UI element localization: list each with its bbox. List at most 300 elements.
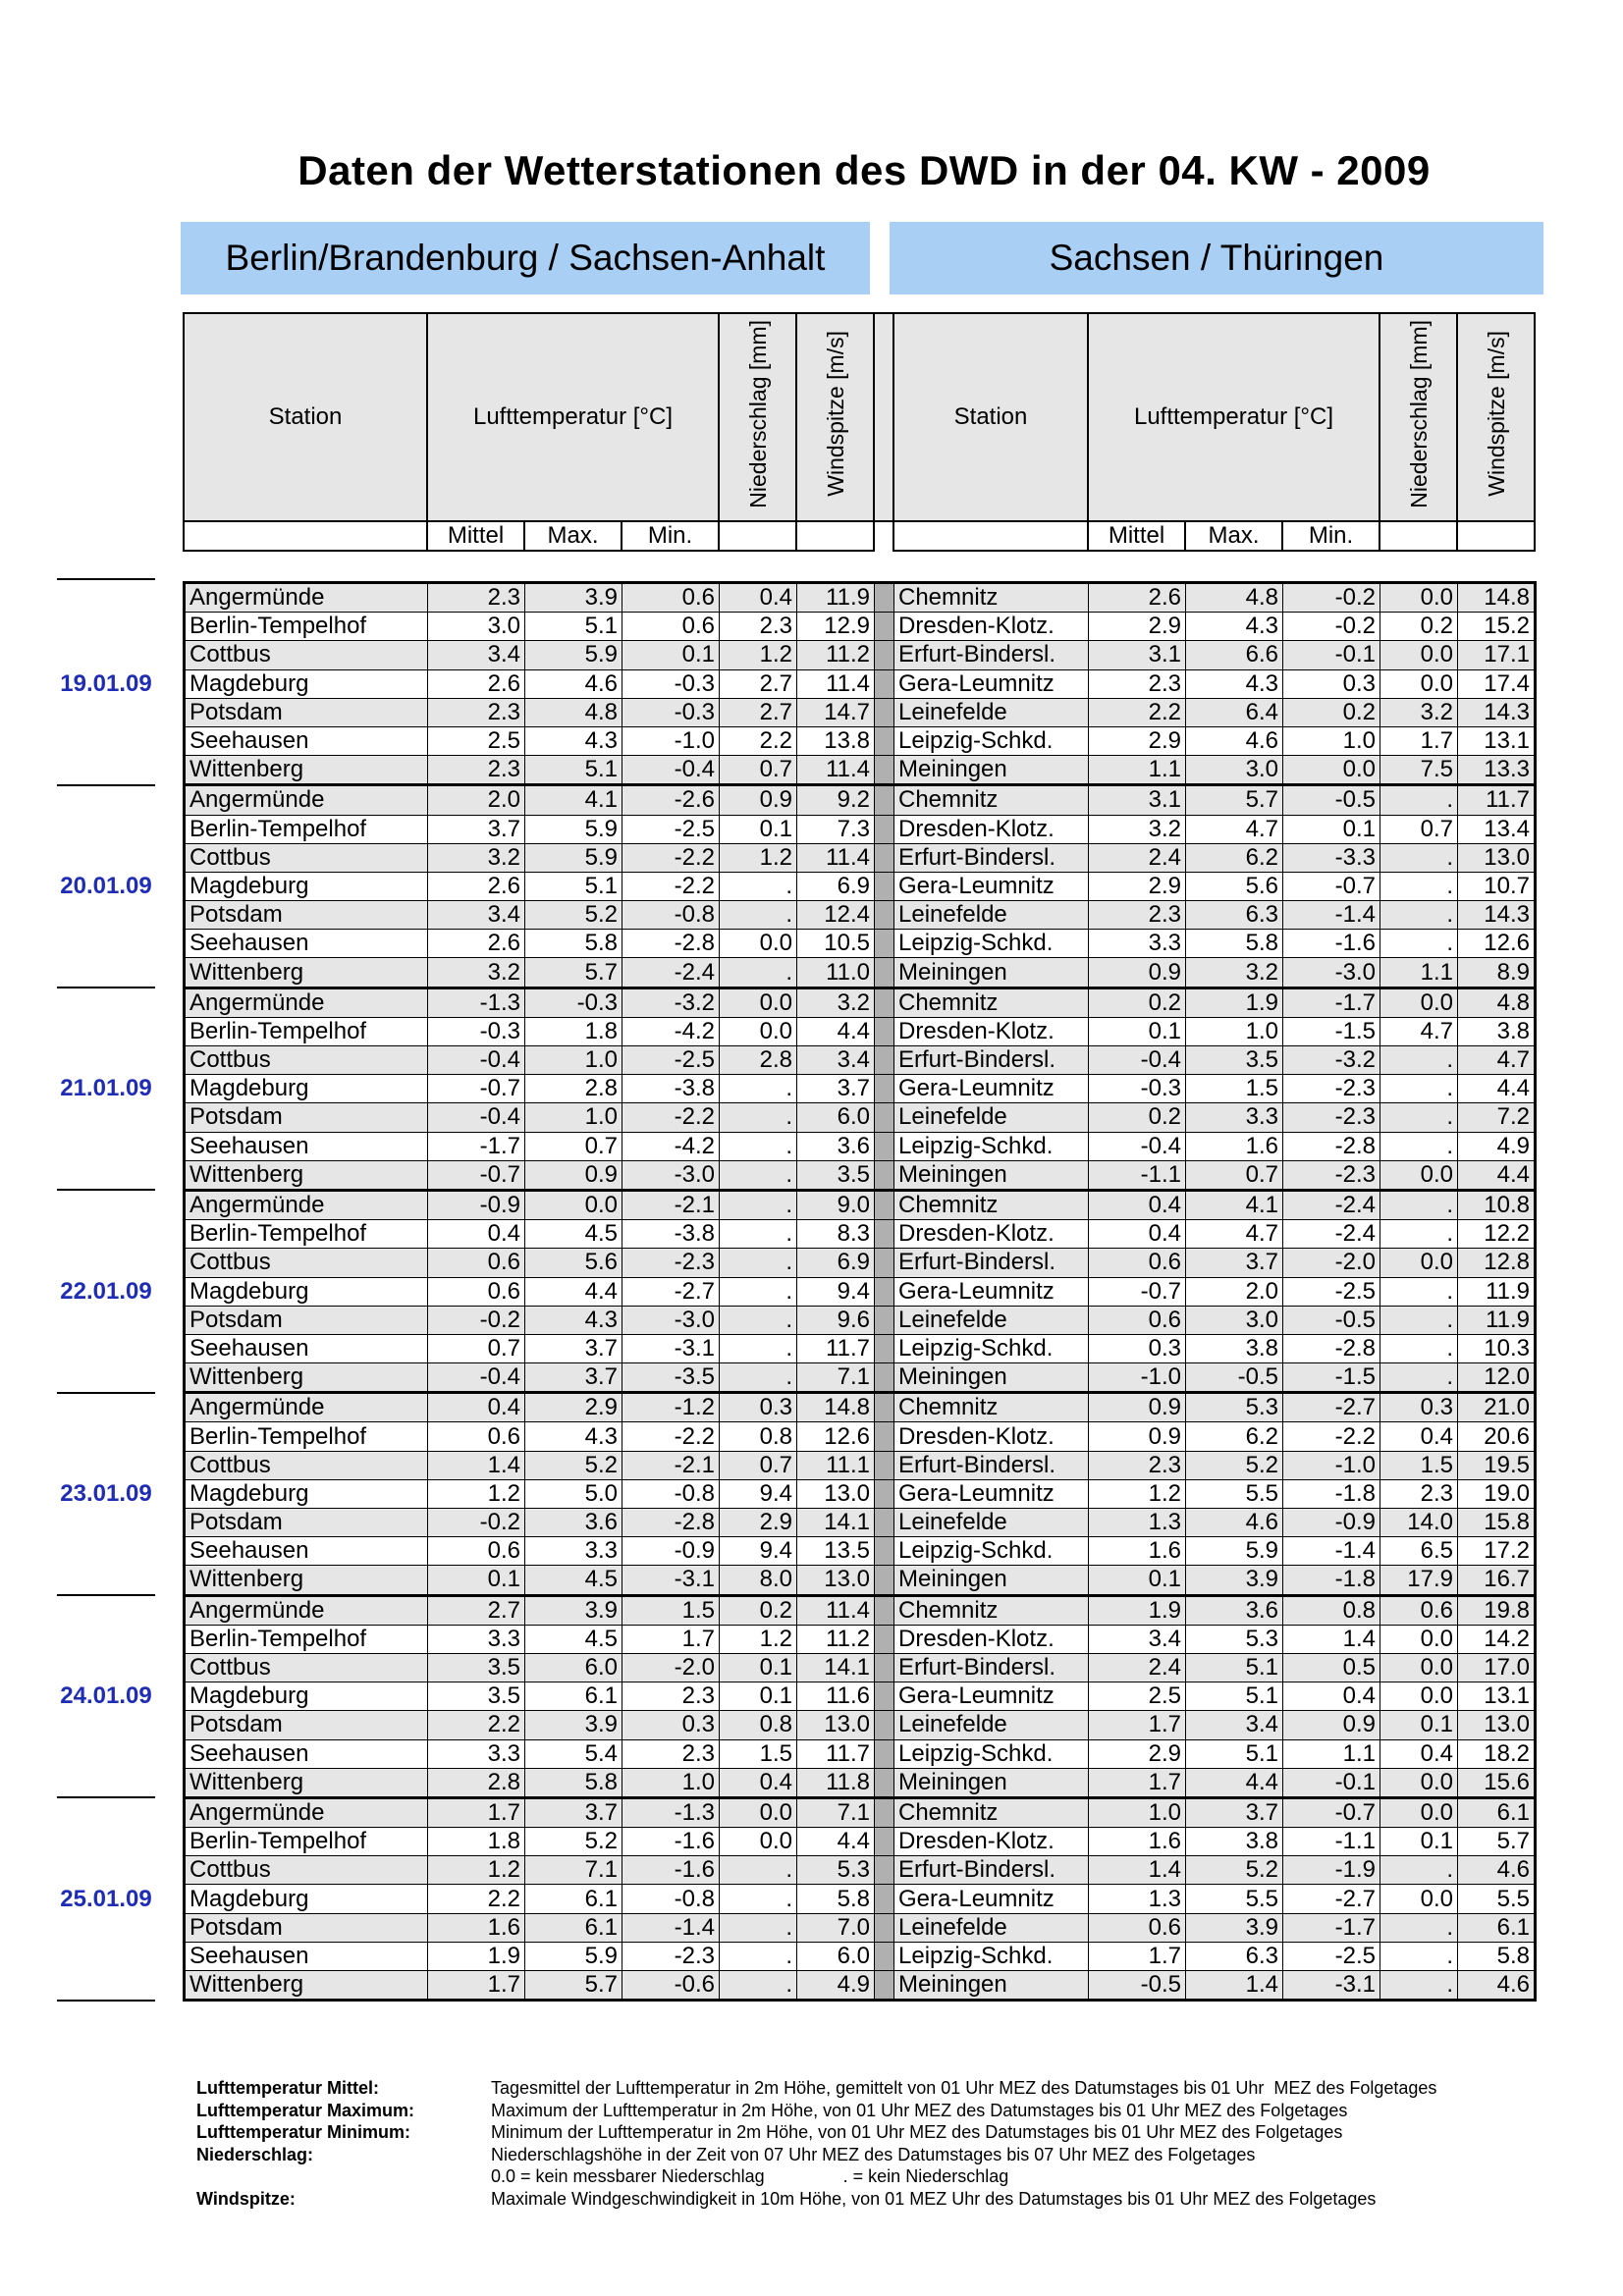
right-mittel-value: 2.4 xyxy=(1089,1653,1186,1682)
left-min-value: -1.2 xyxy=(622,1393,720,1422)
right-max-value: 6.2 xyxy=(1186,1422,1283,1451)
left-niederschlag-value: 0.7 xyxy=(720,1451,797,1479)
table-row xyxy=(185,1103,1536,1132)
right-station-name: Chemnitz xyxy=(894,1393,1089,1422)
right-max-value: 3.3 xyxy=(1186,1103,1283,1132)
table-row xyxy=(185,1046,1536,1075)
table-row xyxy=(185,756,1536,785)
left-mittel-value: 3.4 xyxy=(428,901,525,930)
right-mittel-value: -0.3 xyxy=(1089,1075,1186,1103)
right-windspitze-value: 10.3 xyxy=(1458,1334,1536,1362)
left-niederschlag-value: 2.2 xyxy=(720,726,797,755)
table-row xyxy=(185,1132,1536,1160)
column-gap xyxy=(875,1682,894,1711)
left-mittel-value: 3.2 xyxy=(428,958,525,988)
legend-value: Maximum der Lufttemperatur in 2m Höhe, von 01 Uhr MEZ des Datumstages bis 01 Uhr MEZ des Folgetages xyxy=(491,2100,1348,2120)
left-niederschlag-value: . xyxy=(720,872,797,900)
left-station-name: Magdeburg xyxy=(185,1682,428,1711)
left-max-value: 3.7 xyxy=(525,1363,622,1393)
left-windspitze-value: 6.9 xyxy=(797,1249,875,1277)
right-windspitze-value: 19.0 xyxy=(1458,1479,1536,1508)
right-mittel-value: 1.7 xyxy=(1089,1768,1186,1797)
table-row xyxy=(185,641,1536,669)
left-niederschlag-value: 0.3 xyxy=(720,1393,797,1422)
left-mittel-value: 1.7 xyxy=(428,1797,525,1827)
left-min-value: -2.5 xyxy=(622,1046,720,1075)
right-niederschlag-value: . xyxy=(1380,1363,1458,1393)
right-station-name: Leinefelde xyxy=(894,1711,1089,1739)
right-min-value: -0.1 xyxy=(1283,641,1380,669)
right-min-value: -2.5 xyxy=(1283,1942,1380,1970)
left-min-value: 1.7 xyxy=(622,1625,720,1653)
right-station-name: Dresden-Klotz. xyxy=(894,1422,1089,1451)
right-mittel-value: 1.9 xyxy=(1089,1595,1186,1625)
subheader-max: Max. xyxy=(1185,521,1282,551)
right-mittel-value: 1.4 xyxy=(1089,1856,1186,1885)
right-min-value: -0.2 xyxy=(1283,583,1380,613)
windspitze-header-left: Windspitze [m/s] xyxy=(796,313,874,521)
left-station-name: Magdeburg xyxy=(185,669,428,698)
left-niederschlag-value: . xyxy=(720,1277,797,1306)
left-station-name: Potsdam xyxy=(185,1509,428,1537)
left-niederschlag-value: 0.8 xyxy=(720,1711,797,1739)
right-mittel-value: 0.4 xyxy=(1089,1220,1186,1249)
right-max-value: 3.9 xyxy=(1186,1566,1283,1595)
left-windspitze-value: 11.6 xyxy=(797,1682,875,1711)
right-max-value: 5.3 xyxy=(1186,1393,1283,1422)
left-windspitze-value: 6.9 xyxy=(797,872,875,900)
right-windspitze-value: 12.0 xyxy=(1458,1363,1536,1393)
right-windspitze-value: 4.8 xyxy=(1458,988,1536,1017)
column-gap xyxy=(875,1363,894,1393)
left-mittel-value: 2.6 xyxy=(428,669,525,698)
right-mittel-value: 1.2 xyxy=(1089,1479,1186,1508)
table-row xyxy=(185,1739,1536,1768)
left-niederschlag-value: 0.4 xyxy=(720,583,797,613)
right-mittel-value: 2.2 xyxy=(1089,698,1186,726)
right-niederschlag-value: 1.5 xyxy=(1380,1451,1458,1479)
left-niederschlag-value: 0.4 xyxy=(720,1768,797,1797)
table-row xyxy=(185,1334,1536,1362)
column-gap xyxy=(875,1017,894,1045)
right-min-value: -1.9 xyxy=(1283,1856,1380,1885)
left-station-name: Wittenberg xyxy=(185,1768,428,1797)
table-row xyxy=(185,1249,1536,1277)
right-min-value: 1.4 xyxy=(1283,1625,1380,1653)
right-niederschlag-value: 0.0 xyxy=(1380,1768,1458,1797)
left-windspitze-value: 4.9 xyxy=(797,1971,875,2001)
left-windspitze-value: 9.0 xyxy=(797,1190,875,1219)
right-niederschlag-value: 6.5 xyxy=(1380,1537,1458,1566)
left-station-name: Berlin-Tempelhof xyxy=(185,1625,428,1653)
right-max-value: -0.5 xyxy=(1186,1363,1283,1393)
right-station-name: Leipzig-Schkd. xyxy=(894,1739,1089,1768)
right-mittel-value: 2.9 xyxy=(1089,872,1186,900)
left-min-value: -3.5 xyxy=(622,1363,720,1393)
right-min-value: -2.7 xyxy=(1283,1393,1380,1422)
left-niederschlag-value: 0.8 xyxy=(720,1422,797,1451)
right-min-value: 0.4 xyxy=(1283,1682,1380,1711)
column-gap xyxy=(875,1797,894,1827)
right-niederschlag-value: . xyxy=(1380,1913,1458,1942)
left-mittel-value: 0.6 xyxy=(428,1422,525,1451)
column-gap xyxy=(875,1132,894,1160)
column-gap xyxy=(875,1046,894,1075)
legend xyxy=(196,2077,1436,2210)
right-station-name: Meiningen xyxy=(894,756,1089,785)
right-max-value: 1.4 xyxy=(1186,1971,1283,2001)
left-windspitze-value: 9.4 xyxy=(797,1277,875,1306)
right-max-value: 3.9 xyxy=(1186,1913,1283,1942)
right-station-name: Dresden-Klotz. xyxy=(894,1625,1089,1653)
subheader-max: Max. xyxy=(524,521,622,551)
right-windspitze-value: 17.4 xyxy=(1458,669,1536,698)
left-station-name: Magdeburg xyxy=(185,1885,428,1913)
right-min-value: -3.0 xyxy=(1283,958,1380,988)
right-station-name: Erfurt-Bindersl. xyxy=(894,1451,1089,1479)
right-windspitze-value: 11.9 xyxy=(1458,1306,1536,1334)
left-station-name: Berlin-Tempelhof xyxy=(185,613,428,641)
lufttemperatur-header-left: Lufttemperatur [°C] xyxy=(427,313,719,521)
column-gap xyxy=(875,1885,894,1913)
left-mittel-value: 3.2 xyxy=(428,843,525,872)
right-station-name: Erfurt-Bindersl. xyxy=(894,1249,1089,1277)
left-windspitze-value: 9.6 xyxy=(797,1306,875,1334)
left-min-value: -1.3 xyxy=(622,1797,720,1827)
left-station-name: Magdeburg xyxy=(185,1479,428,1508)
right-max-value: 4.3 xyxy=(1186,669,1283,698)
left-niederschlag-value: . xyxy=(720,1913,797,1942)
left-mittel-value: -0.4 xyxy=(428,1363,525,1393)
column-gap xyxy=(875,1711,894,1739)
right-min-value: -2.0 xyxy=(1283,1249,1380,1277)
right-niederschlag-value: 0.0 xyxy=(1380,1885,1458,1913)
left-niederschlag-value: 0.7 xyxy=(720,756,797,785)
left-station-name: Potsdam xyxy=(185,1913,428,1942)
right-windspitze-value: 13.0 xyxy=(1458,1711,1536,1739)
left-station-name: Magdeburg xyxy=(185,1277,428,1306)
left-station-name: Wittenberg xyxy=(185,1363,428,1393)
left-max-value: 5.0 xyxy=(525,1479,622,1508)
column-gap xyxy=(875,1913,894,1942)
left-min-value: -0.3 xyxy=(622,669,720,698)
left-mittel-value: -0.2 xyxy=(428,1509,525,1537)
table-row xyxy=(185,1509,1536,1537)
right-min-value: -0.7 xyxy=(1283,872,1380,900)
left-windspitze-value: 11.2 xyxy=(797,641,875,669)
column-gap xyxy=(875,1190,894,1219)
right-min-value: -1.4 xyxy=(1283,901,1380,930)
right-niederschlag-value: 0.0 xyxy=(1380,1682,1458,1711)
right-niederschlag-value: . xyxy=(1380,930,1458,958)
right-max-value: 3.0 xyxy=(1186,756,1283,785)
right-mittel-value: -0.4 xyxy=(1089,1046,1186,1075)
left-niederschlag-value: 8.0 xyxy=(720,1566,797,1595)
right-station-name: Erfurt-Bindersl. xyxy=(894,1856,1089,1885)
right-station-name: Leipzig-Schkd. xyxy=(894,1942,1089,1970)
legend-value: Niederschlagshöhe in der Zeit von 07 Uhr MEZ des Datumstages bis 07 Uhr MEZ des Folgetages xyxy=(491,2144,1256,2164)
left-mittel-value: -0.4 xyxy=(428,1046,525,1075)
left-min-value: 1.0 xyxy=(622,1768,720,1797)
right-max-value: 5.1 xyxy=(1186,1682,1283,1711)
right-station-name: Dresden-Klotz. xyxy=(894,1828,1089,1856)
right-niederschlag-value: 0.0 xyxy=(1380,1249,1458,1277)
right-station-name: Dresden-Klotz. xyxy=(894,1017,1089,1045)
column-gap xyxy=(875,843,894,872)
column-gap xyxy=(875,1220,894,1249)
right-min-value: -2.3 xyxy=(1283,1160,1380,1190)
left-windspitze-value: 7.1 xyxy=(797,1797,875,1827)
right-windspitze-value: 6.1 xyxy=(1458,1913,1536,1942)
left-windspitze-value: 5.8 xyxy=(797,1885,875,1913)
left-min-value: -3.8 xyxy=(622,1220,720,1249)
right-max-value: 4.6 xyxy=(1186,1509,1283,1537)
left-min-value: -0.8 xyxy=(622,1479,720,1508)
left-windspitze-value: 13.0 xyxy=(797,1479,875,1508)
left-min-value: -2.3 xyxy=(622,1942,720,1970)
station-header-right: Station xyxy=(893,313,1088,521)
right-station-name: Gera-Leumnitz xyxy=(894,1885,1089,1913)
table-row xyxy=(185,785,1536,815)
right-windspitze-value: 13.0 xyxy=(1458,843,1536,872)
left-min-value: 2.3 xyxy=(622,1682,720,1711)
right-windspitze-value: 14.2 xyxy=(1458,1625,1536,1653)
column-gap xyxy=(875,1075,894,1103)
left-min-value: -2.2 xyxy=(622,843,720,872)
table-row xyxy=(185,930,1536,958)
left-max-value: 3.3 xyxy=(525,1537,622,1566)
right-max-value: 3.7 xyxy=(1186,1797,1283,1827)
left-mittel-value: 2.7 xyxy=(428,1595,525,1625)
left-station-name: Berlin-Tempelhof xyxy=(185,1220,428,1249)
table-row xyxy=(185,1828,1536,1856)
right-niederschlag-value: 0.0 xyxy=(1380,1160,1458,1190)
left-station-name: Berlin-Tempelhof xyxy=(185,1017,428,1045)
right-mittel-value: 0.6 xyxy=(1089,1913,1186,1942)
left-min-value: -3.0 xyxy=(622,1306,720,1334)
left-max-value: 4.5 xyxy=(525,1566,622,1595)
left-niederschlag-value: 2.7 xyxy=(720,698,797,726)
left-niederschlag-value: 1.2 xyxy=(720,843,797,872)
right-max-value: 1.5 xyxy=(1186,1075,1283,1103)
left-max-value: 4.1 xyxy=(525,785,622,815)
legend-row xyxy=(196,2188,1436,2211)
left-niederschlag-value: . xyxy=(720,1103,797,1132)
table-row xyxy=(185,1422,1536,1451)
left-max-value: 5.8 xyxy=(525,930,622,958)
column-gap xyxy=(875,583,894,613)
left-min-value: -0.8 xyxy=(622,1885,720,1913)
left-max-value: 4.6 xyxy=(525,669,622,698)
left-max-value: 5.1 xyxy=(525,613,622,641)
left-windspitze-value: 14.8 xyxy=(797,1393,875,1422)
table-row xyxy=(185,1017,1536,1045)
table-row xyxy=(185,1160,1536,1190)
left-windspitze-value: 13.5 xyxy=(797,1537,875,1566)
right-max-value: 4.1 xyxy=(1186,1190,1283,1219)
right-max-value: 4.7 xyxy=(1186,815,1283,843)
left-min-value: -0.8 xyxy=(622,901,720,930)
right-windspitze-value: 17.2 xyxy=(1458,1537,1536,1566)
left-max-value: 5.2 xyxy=(525,901,622,930)
right-windspitze-value: 5.7 xyxy=(1458,1828,1536,1856)
right-max-value: 6.3 xyxy=(1186,901,1283,930)
left-niederschlag-value: . xyxy=(720,1856,797,1885)
right-station-name: Chemnitz xyxy=(894,1797,1089,1827)
left-station-name: Angermünde xyxy=(185,785,428,815)
right-min-value: -2.4 xyxy=(1283,1190,1380,1219)
right-station-name: Chemnitz xyxy=(894,583,1089,613)
right-min-value: -3.3 xyxy=(1283,843,1380,872)
left-niederschlag-value: 2.3 xyxy=(720,613,797,641)
left-niederschlag-value: 0.0 xyxy=(720,1797,797,1827)
header-gap xyxy=(874,313,893,521)
left-mittel-value: 3.5 xyxy=(428,1653,525,1682)
left-max-value: 5.9 xyxy=(525,1942,622,1970)
right-niederschlag-value: . xyxy=(1380,1306,1458,1334)
right-niederschlag-value: 2.3 xyxy=(1380,1479,1458,1508)
table-row xyxy=(185,1971,1536,2001)
right-mittel-value: 2.9 xyxy=(1089,613,1186,641)
right-max-value: 4.8 xyxy=(1186,583,1283,613)
right-mittel-value: 2.5 xyxy=(1089,1682,1186,1711)
right-station-name: Gera-Leumnitz xyxy=(894,669,1089,698)
right-mittel-value: -0.5 xyxy=(1089,1971,1186,2001)
column-gap xyxy=(875,1595,894,1625)
column-gap xyxy=(875,872,894,900)
left-station-name: Magdeburg xyxy=(185,872,428,900)
weather-data-table xyxy=(183,581,1537,2002)
left-niederschlag-value: . xyxy=(720,1160,797,1190)
left-min-value: -2.6 xyxy=(622,785,720,815)
left-windspitze-value: 6.0 xyxy=(797,1942,875,1970)
left-niederschlag-value: 1.2 xyxy=(720,1625,797,1653)
column-gap xyxy=(875,1249,894,1277)
right-min-value: -2.2 xyxy=(1283,1422,1380,1451)
left-mittel-value: 2.0 xyxy=(428,785,525,815)
right-windspitze-value: 4.7 xyxy=(1458,1046,1536,1075)
region-header-right: Sachsen / Thüringen xyxy=(890,222,1543,294)
column-gap xyxy=(875,1103,894,1132)
left-max-value: 6.1 xyxy=(525,1885,622,1913)
left-windspitze-value: 11.0 xyxy=(797,958,875,988)
right-mittel-value: 0.6 xyxy=(1089,1249,1186,1277)
right-windspitze-value: 11.9 xyxy=(1458,1277,1536,1306)
right-windspitze-value: 4.6 xyxy=(1458,1856,1536,1885)
table-row xyxy=(185,1075,1536,1103)
left-mittel-value: 0.6 xyxy=(428,1277,525,1306)
left-mittel-value: 0.6 xyxy=(428,1537,525,1566)
column-gap xyxy=(875,726,894,755)
subheader-min: Min. xyxy=(1282,521,1380,551)
right-niederschlag-value: 0.0 xyxy=(1380,669,1458,698)
right-mittel-value: 0.3 xyxy=(1089,1334,1186,1362)
right-station-name: Dresden-Klotz. xyxy=(894,1220,1089,1249)
right-max-value: 3.2 xyxy=(1186,958,1283,988)
niederschlag-header-right: Niederschlag [mm] xyxy=(1380,313,1457,521)
left-min-value: -4.2 xyxy=(622,1017,720,1045)
right-min-value: -3.2 xyxy=(1283,1046,1380,1075)
legend-row xyxy=(196,2077,1436,2100)
date-label: 20.01.09 xyxy=(60,872,152,899)
left-max-value: 0.0 xyxy=(525,1190,622,1219)
right-mittel-value: 3.1 xyxy=(1089,785,1186,815)
right-niederschlag-value: . xyxy=(1380,1103,1458,1132)
left-max-value: 1.8 xyxy=(525,1017,622,1045)
left-windspitze-value: 11.1 xyxy=(797,1451,875,1479)
right-niederschlag-value: . xyxy=(1380,1220,1458,1249)
left-niederschlag-value: 0.9 xyxy=(720,785,797,815)
right-max-value: 4.4 xyxy=(1186,1768,1283,1797)
left-niederschlag-value: 0.1 xyxy=(720,815,797,843)
right-mittel-value: 3.4 xyxy=(1089,1625,1186,1653)
legend-key xyxy=(196,2165,491,2188)
left-station-name: Angermünde xyxy=(185,1190,428,1219)
column-gap xyxy=(875,1334,894,1362)
right-min-value: -0.5 xyxy=(1283,785,1380,815)
right-windspitze-value: 10.7 xyxy=(1458,872,1536,900)
right-max-value: 5.2 xyxy=(1186,1451,1283,1479)
right-niederschlag-value: 0.1 xyxy=(1380,1711,1458,1739)
left-min-value: -2.7 xyxy=(622,1277,720,1306)
right-mittel-value: 2.9 xyxy=(1089,1739,1186,1768)
left-mittel-value: 1.6 xyxy=(428,1913,525,1942)
table-row xyxy=(185,958,1536,988)
column-gap xyxy=(875,958,894,988)
left-station-name: Angermünde xyxy=(185,1797,428,1827)
right-windspitze-value: 16.7 xyxy=(1458,1566,1536,1595)
left-windspitze-value: 3.2 xyxy=(797,988,875,1017)
subheader-min: Min. xyxy=(622,521,719,551)
table-row xyxy=(185,1277,1536,1306)
left-max-value: 5.9 xyxy=(525,641,622,669)
left-station-name: Wittenberg xyxy=(185,756,428,785)
left-min-value: -2.1 xyxy=(622,1190,720,1219)
right-mittel-value: 3.2 xyxy=(1089,815,1186,843)
left-niederschlag-value: 2.8 xyxy=(720,1046,797,1075)
right-niederschlag-value: . xyxy=(1380,1190,1458,1219)
left-station-name: Cottbus xyxy=(185,1046,428,1075)
table-row xyxy=(185,1885,1536,1913)
left-station-name: Potsdam xyxy=(185,1103,428,1132)
table-row xyxy=(185,1942,1536,1970)
left-niederschlag-value: . xyxy=(720,1334,797,1362)
table-row xyxy=(185,815,1536,843)
right-windspitze-value: 19.8 xyxy=(1458,1595,1536,1625)
left-mittel-value: 3.3 xyxy=(428,1625,525,1653)
left-mittel-value: 1.2 xyxy=(428,1856,525,1885)
right-max-value: 5.2 xyxy=(1186,1856,1283,1885)
left-max-value: -0.3 xyxy=(525,988,622,1017)
right-windspitze-value: 13.1 xyxy=(1458,726,1536,755)
left-windspitze-value: 11.7 xyxy=(797,1739,875,1768)
subheader-blank xyxy=(1457,521,1535,551)
left-mittel-value: 1.8 xyxy=(428,1828,525,1856)
right-windspitze-value: 15.8 xyxy=(1458,1509,1536,1537)
right-station-name: Meiningen xyxy=(894,1768,1089,1797)
left-mittel-value: -1.7 xyxy=(428,1132,525,1160)
right-min-value: -1.8 xyxy=(1283,1479,1380,1508)
right-niederschlag-value: 0.4 xyxy=(1380,1739,1458,1768)
right-station-name: Gera-Leumnitz xyxy=(894,1075,1089,1103)
table-row xyxy=(185,1537,1536,1566)
left-mittel-value: 2.2 xyxy=(428,1885,525,1913)
right-windspitze-value: 20.6 xyxy=(1458,1422,1536,1451)
right-max-value: 2.0 xyxy=(1186,1277,1283,1306)
left-min-value: -3.1 xyxy=(622,1566,720,1595)
right-windspitze-value: 19.5 xyxy=(1458,1451,1536,1479)
right-min-value: 0.0 xyxy=(1283,756,1380,785)
